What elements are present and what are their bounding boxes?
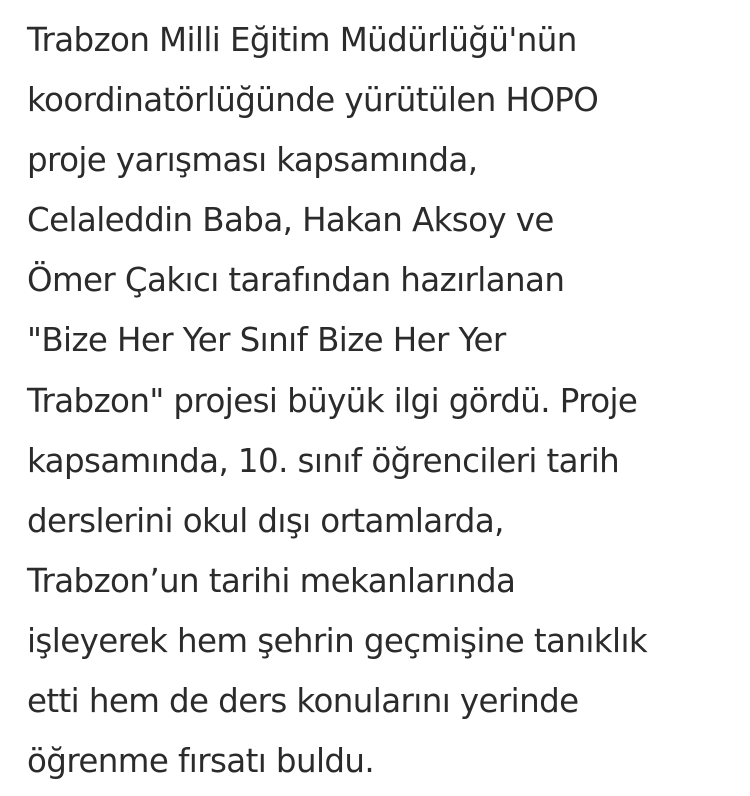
paragraph-line: Ömer Çakıcı tarafından hazırlanan xyxy=(27,261,565,300)
paragraph-line: Celaleddin Baba, Hakan Aksoy ve xyxy=(27,201,554,240)
paragraph-line: proje yarışması kapsamında, xyxy=(27,141,478,180)
paragraph-line: Trabzon Milli Eğitim Müdürlüğü'nün xyxy=(27,21,577,59)
article-paragraph xyxy=(27,10,742,791)
paragraph-line: kapsamında, 10. sınıf öğrencileri tarih xyxy=(27,441,620,480)
paragraph-line: koordinatörlüğünde yürütülen HOPO xyxy=(27,81,599,120)
paragraph-line: işleyerek hem şehrin geçmişine tanıklık xyxy=(27,621,648,660)
paragraph-line: etti hem de ders konularını yerinde xyxy=(27,682,579,721)
paragraph-line: Trabzon’un tarihi mekanlarında xyxy=(27,561,516,600)
paragraph-line: "Bize Her Yer Sınıf Bize Her Yer xyxy=(27,321,506,360)
paragraph-line: öğrenme fırsatı buldu. xyxy=(27,742,375,781)
paragraph-line: Trabzon" projesi büyük ilgi gördü. Proje xyxy=(27,381,638,420)
paragraph-line: derslerini okul dışı ortamlarda, xyxy=(27,501,504,540)
